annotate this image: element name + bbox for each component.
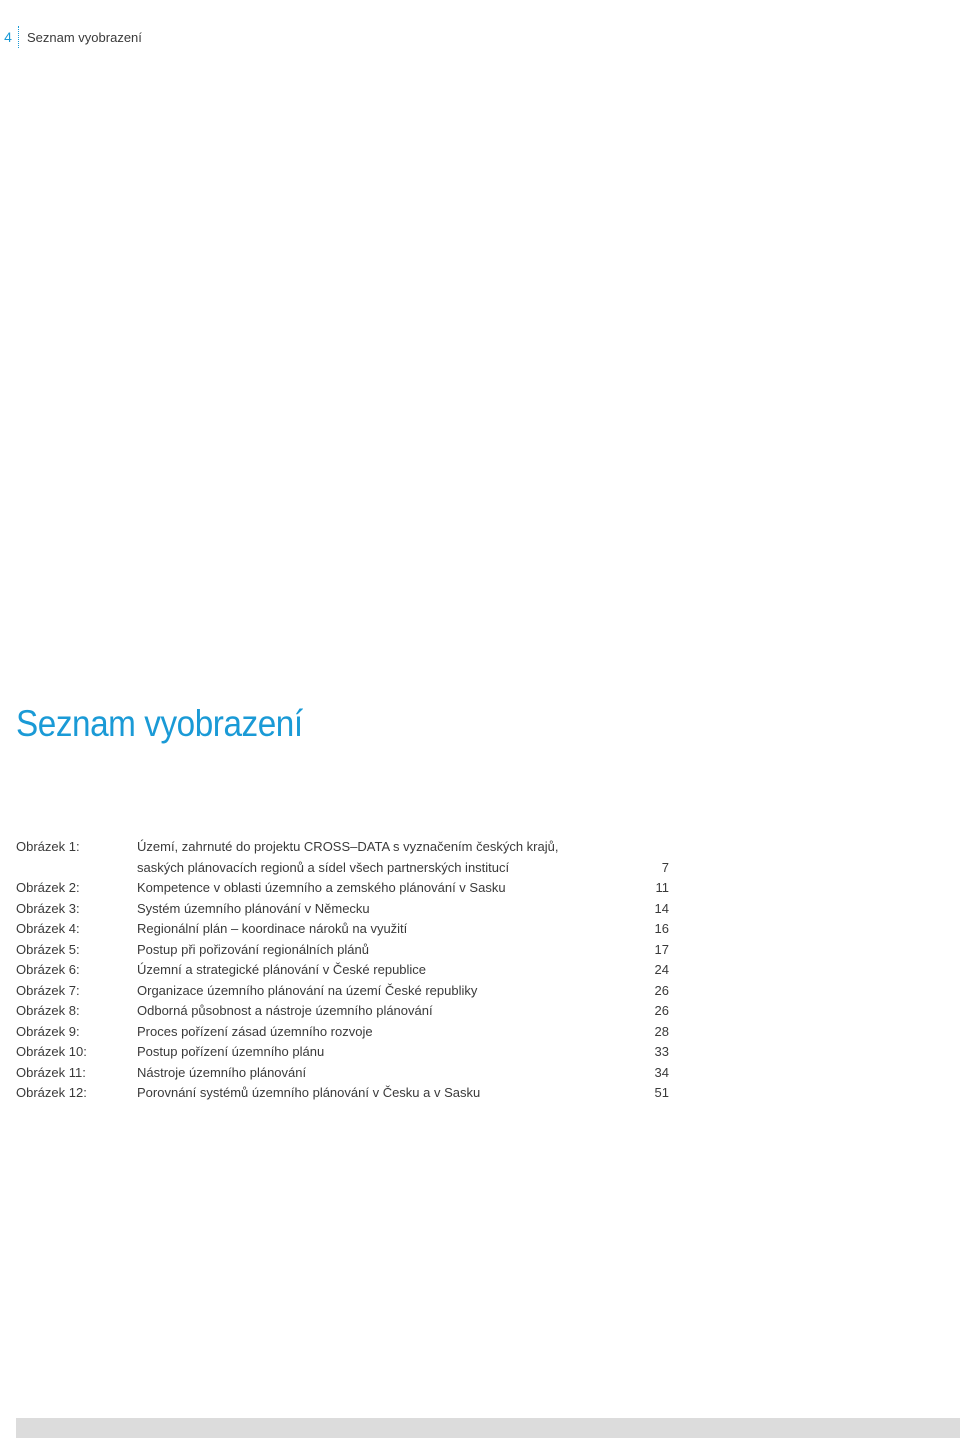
figure-title-line: Postup při pořizování regionálních plánů: [137, 941, 369, 957]
figure-list: [16, 837, 669, 1104]
figure-page-number: 14: [654, 900, 669, 916]
figure-title: [137, 919, 629, 940]
figure-title-line: Odborná působnost a nástroje územního plánování: [137, 1003, 433, 1018]
list-item: [16, 981, 669, 1002]
figure-page-number: 26: [654, 1003, 669, 1018]
figure-title: [137, 837, 629, 878]
figure-title: [137, 960, 629, 981]
running-title: Seznam vyobrazení: [27, 29, 142, 45]
figure-label: Obrázek 1:: [16, 839, 80, 854]
list-item: [16, 1083, 669, 1104]
figure-title-line: Organizace územního plánování na území České republiky: [137, 982, 478, 998]
figure-label: Obrázek 6:: [16, 962, 80, 977]
figure-label: Obrázek 7:: [16, 982, 80, 998]
figure-title-line: Postup pořízení územního plánu: [137, 1044, 325, 1059]
figure-title-line: Systém územního plánování v Německu: [137, 900, 370, 916]
figure-title: [137, 878, 629, 899]
figure-label: Obrázek 10:: [16, 1044, 87, 1059]
list-item: [16, 919, 669, 940]
figure-page-number: 7: [661, 859, 669, 875]
list-item: [16, 837, 669, 878]
figure-title: [137, 1001, 629, 1022]
list-item: [16, 899, 669, 920]
figure-page-number: 24: [654, 962, 669, 977]
figure-page-number: 17: [654, 941, 669, 957]
figure-title: [137, 1022, 629, 1043]
figure-page-number: 26: [654, 982, 669, 998]
figure-page-number: 16: [654, 921, 669, 936]
page-number: 4: [4, 29, 12, 45]
figure-page-number: 51: [654, 1085, 669, 1100]
figure-label: Obrázek 11:: [16, 1064, 86, 1080]
figure-label: Obrázek 4:: [16, 921, 80, 936]
figure-title-line: Proces pořízení zásad územního rozvoje: [137, 1023, 373, 1039]
figure-title: [137, 981, 629, 1002]
figure-title-line: Území, zahrnuté do projektu CROSS–DATA s vyznačením českých krajů,: [137, 839, 559, 854]
figure-title: [137, 1063, 629, 1084]
list-item: [16, 1042, 669, 1063]
list-item: [16, 1001, 669, 1022]
list-item: [16, 878, 669, 899]
list-item: [16, 940, 669, 961]
figure-page-number: 34: [654, 1064, 669, 1080]
figure-title: [137, 899, 629, 920]
figure-label: Obrázek 3:: [16, 900, 80, 916]
figure-title: [137, 1042, 629, 1063]
figure-page-number: 11: [655, 880, 669, 895]
figure-label: Obrázek 2:: [16, 880, 80, 895]
figure-title-line: Územní a strategické plánování v České republice: [137, 962, 427, 977]
figure-label: Obrázek 9:: [16, 1023, 80, 1039]
figure-title-line: saských plánovacích regionů a sídel všech partnerských institucí: [137, 859, 510, 875]
list-item: [16, 1063, 669, 1084]
list-item: [16, 1022, 669, 1043]
header-divider: [18, 26, 19, 48]
figure-title-line: Kompetence v oblasti územního a zemského plánování v Sasku: [137, 880, 506, 895]
section-heading: Seznam vyobrazení: [16, 703, 303, 744]
footer-bar: [16, 1418, 960, 1438]
page-header: [0, 26, 142, 48]
list-item: [16, 960, 669, 981]
figure-title-line: Porovnání systémů územního plánování v Česku a v Sasku: [137, 1085, 481, 1100]
figure-page-number: 33: [654, 1044, 669, 1059]
figure-page-number: 28: [654, 1023, 669, 1039]
figure-label: Obrázek 8:: [16, 1003, 80, 1018]
figure-title: [137, 1083, 629, 1104]
figure-title-line: Nástroje územního plánování: [137, 1064, 307, 1080]
figure-label: Obrázek 12:: [16, 1085, 87, 1100]
figure-title: [137, 940, 629, 961]
figure-title-line: Regionální plán – koordinace nároků na využití: [137, 921, 408, 936]
figure-label: Obrázek 5:: [16, 941, 80, 957]
